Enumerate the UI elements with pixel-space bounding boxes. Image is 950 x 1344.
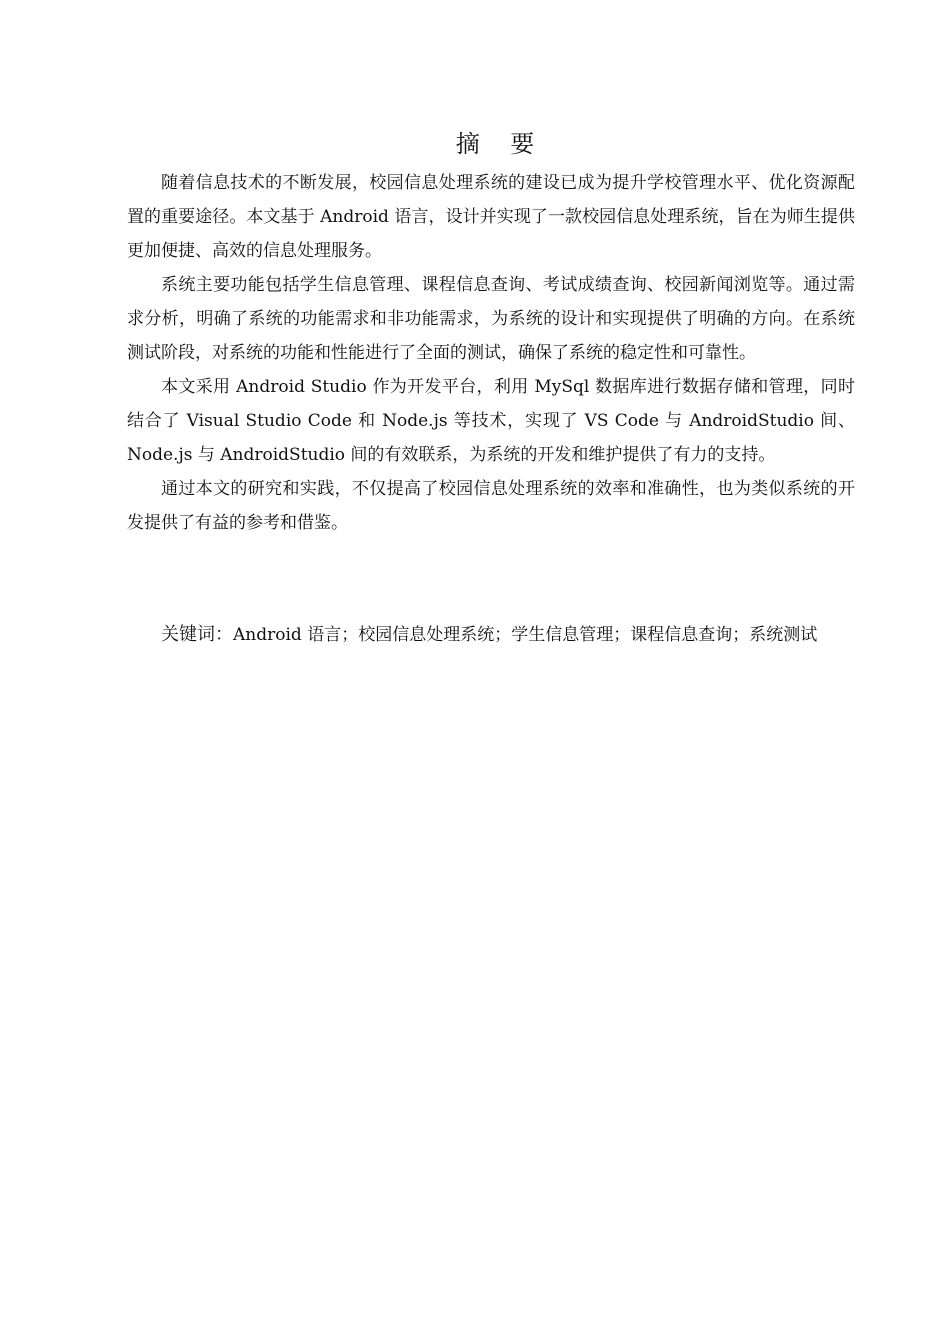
keywords-text: Android 语言；校园信息处理系统；学生信息管理；课程信息查询；系统测试 <box>233 625 818 645</box>
abstract-paragraph-3: 本文采用 Android Studio 作为开发平台，利用 MySql 数据库进行数据存储和管理，同时结合了 Visual Studio Code 和 Node.js 等技术，实现了 VS Code 与 AndroidStudio 间、Node.js 与 AndroidStudio 间的有效联系，为系统的开发和维护提供了有力的支持。 <box>127 377 855 465</box>
abstract-paragraph-1: 随着信息技术的不断发展，校园信息处理系统的建设已成为提升学校管理水平、优化资源配置的重要途径。本文基于 Android 语言，设计并实现了一款校园信息处理系统，旨在为师生提供更加便捷、高效的信息处理服务。 <box>127 173 855 261</box>
abstract-paragraph-4: 通过本文的研究和实践，不仅提高了校园信息处理系统的效率和准确性，也为类似系统的开发提供了有益的参考和借鉴。 <box>127 479 855 533</box>
page-title: 摘 要 <box>455 130 535 158</box>
keywords-section <box>127 618 855 652</box>
abstract-paragraph-2: 系统主要功能包括学生信息管理、课程信息查询、考试成绩查询、校园新闻浏览等。通过需求分析，明确了系统的功能需求和非功能需求，为系统的设计和实现提供了明确的方向。在系统测试阶段，对系统的功能和性能进行了全面的测试，确保了系统的稳定性和可靠性。 <box>127 275 855 363</box>
abstract-body <box>127 166 855 540</box>
keywords-label: 关键词： <box>161 624 233 645</box>
